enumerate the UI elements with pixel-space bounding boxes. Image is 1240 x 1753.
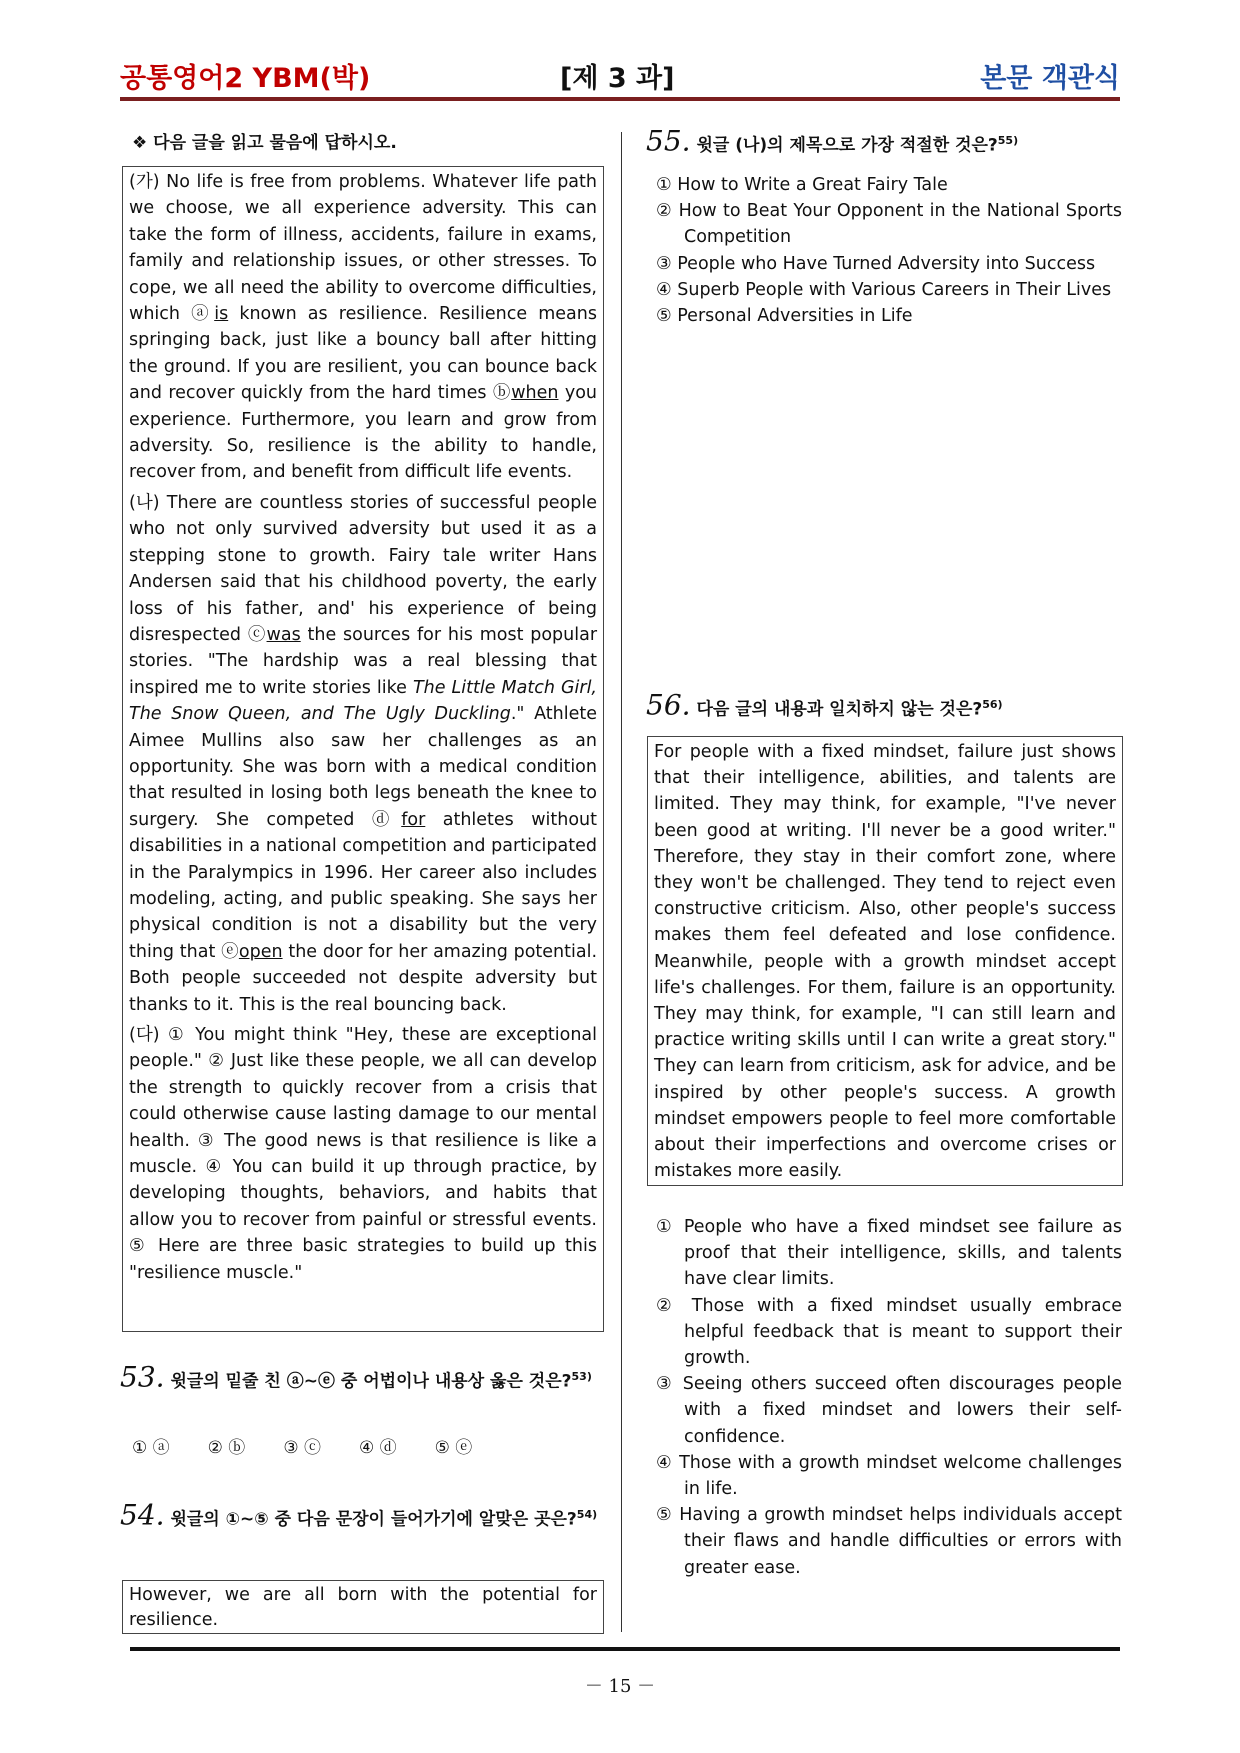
footnote-ref: 56) [982, 698, 1003, 711]
paragraph-label: (나) [129, 492, 160, 513]
question-stem: 윗글의 ①~⑤ 중 다음 문장이 들어가기에 알맞은 곳은? [170, 1509, 577, 1530]
footnote-ref: 53) [571, 1370, 592, 1383]
column-divider [621, 132, 622, 1632]
publisher-name: YBM(박) [252, 63, 371, 94]
q56-options [656, 1214, 1122, 1581]
passage-text: the door for her amazing potential. Both people succeeded not despite adversity but thanks to it. This is the real bouncing back. [129, 941, 598, 1015]
option[interactable]: ② Those with a fixed mindset usually embrace helpful feedback that is meant to support their growth. [656, 1295, 1122, 1369]
marker-d: ⓓ [371, 809, 402, 830]
option[interactable]: ⑤ Personal Adversities in Life [656, 306, 913, 327]
option[interactable]: ② ⓑ [207, 1438, 246, 1458]
underlined-c: was [266, 624, 301, 645]
insert-sentence-box: However, we are all born with the potential for resilience. [122, 1580, 604, 1634]
q55-options [656, 172, 1122, 329]
option[interactable]: ④ Superb People with Various Careers in Their Lives [656, 279, 1112, 300]
footnote-ref: 55) [997, 134, 1019, 147]
paragraph-label: (다) [129, 1025, 160, 1045]
question-stem: 다음 글의 내용과 일치하지 않는 것은? [696, 699, 983, 720]
option[interactable]: ③ Seeing others succeed often discourages people with a fixed mindset and lowers their self-confidence. [656, 1374, 1122, 1447]
subject-name: 공통영어2 [120, 63, 244, 94]
instruction: ❖ 다음 글을 읽고 물음에 답하시오. [132, 133, 397, 153]
q56-passage-box: For people with a fixed mindset, failure just shows that their intelligence, abilities, and talents are limited. They may think, for example, "I've never been good at writing. I'll never be a good writer." Therefore, they stay in their comfort zone, where they won't be challenged. They tend to reject even constructive criticism. Also, other people's success makes them feel defeated and lose confidence. Meanwhile, people with a growth mindset accept life's challenges. For them, failure is an opportunity. They may think, for example, "I can still learn and practice writing skills until I can write a great story." They can learn from criticism, ask for advice, and be inspired by other people's success. A growth mindset empowers people to feel more comfortable about their imperfections and overcome crises or mistakes more easily. [647, 736, 1123, 1186]
marker-a: ⓐ [191, 304, 215, 325]
paragraph-na [129, 490, 597, 1018]
footer-rule [130, 1647, 1120, 1651]
question-54 [120, 1498, 610, 1533]
option[interactable]: ② How to Beat Your Opponent in the National Sports Competition [656, 201, 1122, 248]
marker-e: ⓔ [221, 941, 239, 962]
underlined-a: is [214, 304, 229, 325]
option[interactable]: ① People who have a fixed mindset see failure as proof that their intelligence, skills, and talents have clear limits. [656, 1217, 1122, 1290]
underlined-e: open [238, 941, 283, 962]
question-53 [120, 1360, 610, 1395]
question-number: 56. [646, 688, 691, 722]
option[interactable]: ⑤ ⓔ [434, 1438, 473, 1458]
question-stem: 윗글의 밑줄 친 ⓐ~ⓔ 중 어법이나 내용상 옳은 것은? [170, 1371, 572, 1392]
option[interactable]: ③ ⓒ [283, 1438, 321, 1458]
question-number: 55. [646, 124, 691, 158]
question-stem: 윗글 (나)의 제목으로 가장 적절한 것은? [696, 135, 998, 156]
option[interactable]: ④ ⓓ [358, 1438, 397, 1458]
passage-text: ." Athlete Aimee Mullins also saw her challenges as an opportunity. She was born with a medical condition that resulted in losing both legs beneath the knee to surgery. She competed [129, 704, 597, 830]
marker-c: ⓒ [247, 624, 267, 645]
header-rule [120, 97, 1120, 101]
option[interactable]: ① ⓐ [132, 1438, 170, 1458]
underlined-b: when [511, 383, 559, 404]
q53-options [132, 1433, 612, 1458]
marker-b: ⓑ [492, 383, 512, 404]
passage-text: There are countless stories of successful people who not only survived adversity but used it as a stepping stone to growth. Fairy tale writer Hans Andersen said that his childhood poverty, the early loss of his father, and' his experience of being disrespected [129, 492, 597, 645]
passage-text: ① You might think "Hey, these are exceptional people." ② Just like these people, we all can develop the strength to quickly recover from a crisis that could otherwise cause lasting damage to our mental health. ③ The good news is that resilience is like a muscle. ④ You can build it up through practice, by developing thoughts, behaviors, and habits that allow you to recover from painful or stressful events. ⑤ Here are three basic strategies to build up this "resilience muscle." [129, 1025, 597, 1283]
passage-text: you experience. Furthermore, you learn and grow from adversity. So, resilience is the ability to handle, recover from, and benefit from difficult life events. [129, 383, 598, 483]
question-55 [646, 124, 1126, 159]
option[interactable]: ③ People who Have Turned Adversity into Success [656, 253, 1096, 274]
passage-text: the sources for his most popular stories. "The hardship was a real blessing that inspired me to write stories like [129, 624, 598, 698]
paragraph-da [129, 1022, 597, 1286]
question-number: 54. [120, 1498, 165, 1532]
underlined-d: for [401, 809, 426, 830]
passage-text: known as resilience. Resilience means springing back, just like a bouncy ball after hitting the ground. If you are resilient, you can bounce back and recover quickly from the hard times [129, 304, 597, 404]
story-titles: The Little Match Girl, The Snow Queen, and The Ugly Duckling [129, 677, 597, 725]
page-number: － 15 － [584, 1676, 656, 1697]
question-type: 본문 객관식 [980, 63, 1120, 94]
paragraph-ga [129, 169, 597, 486]
page-header [120, 52, 1120, 98]
option[interactable]: ④ Those with a growth mindset welcome challenges in life. [656, 1452, 1122, 1500]
reading-passage [122, 166, 604, 1332]
header-subject [120, 56, 370, 95]
paragraph-label: (가) [129, 172, 160, 192]
option[interactable]: ⑤ Having a growth mindset helps individuals accept their flaws and handle difficulties or errors with greater ease. [656, 1505, 1122, 1578]
question-56 [646, 688, 1126, 723]
question-number: 53. [120, 1360, 165, 1394]
lesson-title: [제 3 과] [560, 63, 675, 94]
footnote-ref: 54) [576, 1508, 598, 1521]
passage-text: No life is free from problems. Whatever life path we choose, we all experience adversity. This can take the form of illness, accidents, failure in exams, family and relationship issues, or other stresses. To cope, we all need the ability to overcome difficulties, which [129, 172, 597, 325]
passage-text: athletes without disabilities in a national competition and participated in the Paralympics in 1996. Her career also includes modeling, acting, and public speaking. She says her physical condition is not a disability but the very thing that [129, 809, 598, 962]
option[interactable]: ① How to Write a Great Fairy Tale [656, 175, 948, 195]
